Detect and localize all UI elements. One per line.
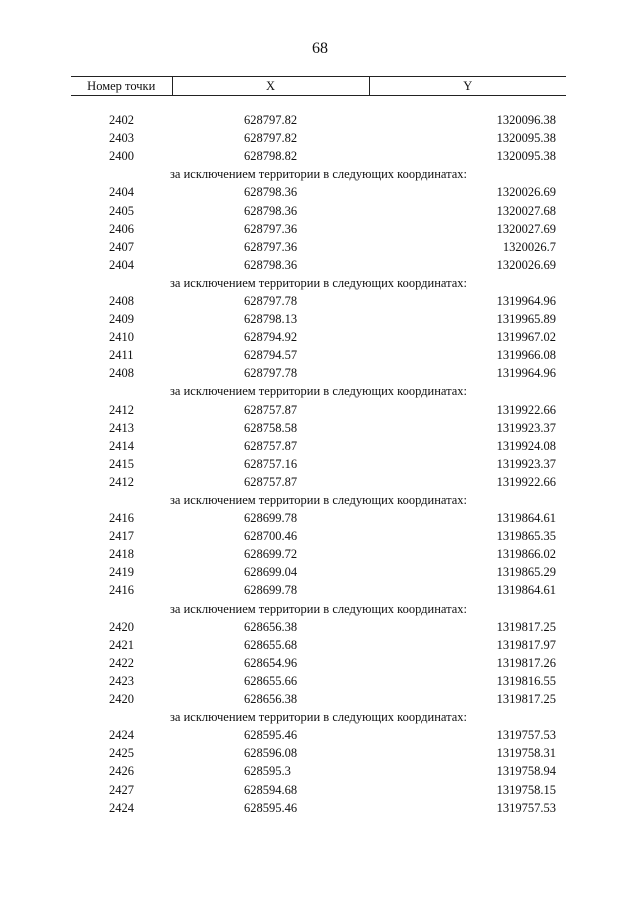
y-coordinate-cell: 1319923.37 (496, 420, 556, 435)
y-coordinate-cell: 1320096.38 (496, 113, 556, 128)
exclusion-note: за исключением территории в следующих координатах: (169, 384, 468, 399)
x-coordinate-cell: 628798.36 (244, 257, 298, 272)
point-number-cell: 2403 (109, 131, 134, 146)
point-number-cell: 2409 (109, 312, 134, 327)
point-number-cell: 2406 (109, 221, 134, 236)
y-coordinate-cell: 1319923.37 (496, 456, 556, 471)
table-row (71, 744, 566, 762)
x-coordinate-cell: 628655.68 (244, 637, 298, 652)
x-coordinate-cell: 628656.38 (244, 619, 298, 634)
table-row (71, 527, 566, 545)
x-coordinate-cell: 628798.82 (244, 149, 298, 164)
table-row (71, 256, 566, 274)
exclusion-note-row (71, 274, 566, 292)
x-coordinate-cell: 628757.87 (244, 402, 298, 417)
y-coordinate-cell: 1320026.69 (496, 185, 556, 200)
table-row (71, 419, 566, 437)
exclusion-note-row (71, 708, 566, 726)
header-point-number: Номер точки (71, 77, 172, 96)
table-row (71, 690, 566, 708)
table-row (71, 328, 566, 346)
point-number-cell: 2424 (109, 800, 134, 815)
x-coordinate-cell: 628797.82 (244, 131, 298, 146)
point-number-cell: 2423 (109, 673, 134, 688)
x-coordinate-cell: 628798.36 (244, 203, 298, 218)
y-coordinate-cell: 1319922.66 (496, 474, 556, 489)
point-number-cell: 2425 (109, 746, 134, 761)
y-coordinate-cell: 1319965.89 (496, 312, 556, 327)
point-number-cell: 2400 (109, 149, 134, 164)
exclusion-note: за исключением территории в следующих координатах: (169, 493, 468, 508)
y-coordinate-cell: 1319757.53 (496, 728, 556, 743)
x-coordinate-cell: 628656.38 (244, 692, 298, 707)
table-row (71, 618, 566, 636)
table-row (71, 726, 566, 744)
point-number-cell: 2404 (109, 257, 134, 272)
header-row (71, 77, 566, 96)
x-coordinate-cell: 628595.3 (244, 764, 291, 779)
y-coordinate-cell: 1319866.02 (496, 547, 556, 562)
point-number-cell: 2408 (109, 293, 134, 308)
exclusion-note-row (71, 382, 566, 400)
x-coordinate-cell: 628594.68 (244, 782, 298, 797)
table-row (71, 799, 566, 817)
point-number-cell: 2424 (109, 728, 134, 743)
y-coordinate-cell: 1319865.35 (496, 529, 556, 544)
point-number-cell: 2422 (109, 655, 134, 670)
table-row (71, 563, 566, 581)
table-row (71, 437, 566, 455)
table-row (71, 455, 566, 473)
y-coordinate-cell: 1319864.61 (496, 511, 556, 526)
x-coordinate-cell: 628757.87 (244, 474, 298, 489)
point-number-cell: 2416 (109, 583, 134, 598)
y-coordinate-cell: 1319966.08 (496, 348, 556, 363)
exclusion-note: за исключением территории в следующих координатах: (169, 275, 468, 290)
point-number-cell: 2418 (109, 547, 134, 562)
table-row (71, 636, 566, 654)
table-row (71, 201, 566, 219)
y-coordinate-cell: 1319817.26 (496, 655, 556, 670)
header-spacer (71, 96, 566, 112)
table-row (71, 509, 566, 527)
x-coordinate-cell: 628654.96 (244, 655, 298, 670)
x-coordinate-cell: 628758.58 (244, 420, 298, 435)
y-coordinate-cell: 1319817.25 (496, 692, 556, 707)
x-coordinate-cell: 628655.66 (244, 673, 298, 688)
y-coordinate-cell: 1319816.55 (496, 673, 556, 688)
y-coordinate-cell: 1319758.15 (496, 782, 556, 797)
x-coordinate-cell: 628699.04 (244, 565, 298, 580)
table-row (71, 292, 566, 310)
point-number-cell: 2415 (109, 456, 134, 471)
x-coordinate-cell: 628797.78 (244, 293, 298, 308)
table-body (71, 96, 566, 817)
point-number-cell: 2419 (109, 565, 134, 580)
table-row (71, 111, 566, 129)
table-row (71, 183, 566, 201)
point-number-cell: 2410 (109, 330, 134, 345)
y-coordinate-cell: 1319758.94 (496, 764, 556, 779)
y-coordinate-cell: 1319865.29 (496, 565, 556, 580)
header-x: X (172, 77, 369, 96)
x-coordinate-cell: 628794.92 (244, 330, 298, 345)
table-row (71, 310, 566, 328)
y-coordinate-cell: 1319758.31 (496, 746, 556, 761)
y-coordinate-cell: 1319964.96 (496, 293, 556, 308)
y-coordinate-cell: 1319817.25 (496, 619, 556, 634)
y-coordinate-cell: 1319864.61 (496, 583, 556, 598)
x-coordinate-cell: 628699.78 (244, 583, 298, 598)
point-number-cell: 2411 (109, 348, 134, 363)
point-number-cell: 2405 (109, 203, 134, 218)
page-number: 68 (312, 40, 328, 57)
table-row (71, 672, 566, 690)
x-coordinate-cell: 628798.13 (244, 312, 298, 327)
y-coordinate-cell: 1320026.69 (496, 257, 556, 272)
x-coordinate-cell: 628596.08 (244, 746, 298, 761)
table-header (71, 77, 566, 96)
table-row (71, 129, 566, 147)
y-coordinate-cell: 1319757.53 (496, 800, 556, 815)
point-number-cell: 2413 (109, 420, 134, 435)
point-number-cell: 2407 (109, 239, 134, 254)
x-coordinate-cell: 628797.78 (244, 366, 298, 381)
y-coordinate-cell: 1320095.38 (496, 131, 556, 146)
y-coordinate-cell: 1320027.69 (496, 221, 556, 236)
y-coordinate-cell: 1319964.96 (496, 366, 556, 381)
x-coordinate-cell: 628699.78 (244, 511, 298, 526)
point-number-cell: 2420 (109, 619, 134, 634)
x-coordinate-cell: 628797.36 (244, 239, 298, 254)
exclusion-note: за исключением территории в следующих координатах: (169, 601, 468, 616)
y-coordinate-cell: 1320027.68 (496, 203, 556, 218)
y-coordinate-cell: 1319922.66 (496, 402, 556, 417)
table-row (71, 364, 566, 382)
exclusion-note-row (71, 491, 566, 509)
y-coordinate-cell: 1319967.02 (496, 330, 556, 345)
table-row (71, 147, 566, 165)
table-row (71, 401, 566, 419)
x-coordinate-cell: 628757.16 (244, 456, 298, 471)
exclusion-note-row (71, 165, 566, 183)
point-number-cell: 2414 (109, 438, 134, 453)
table-row (71, 654, 566, 672)
table-row (71, 238, 566, 256)
header-y: Y (369, 77, 566, 96)
x-coordinate-cell: 628699.72 (244, 547, 298, 562)
x-coordinate-cell: 628798.36 (244, 185, 298, 200)
point-number-cell: 2404 (109, 185, 134, 200)
y-coordinate-cell: 1319817.97 (496, 637, 556, 652)
exclusion-note: за исключением территории в следующих координатах: (169, 167, 468, 182)
table-row (71, 346, 566, 364)
x-coordinate-cell: 628797.36 (244, 221, 298, 236)
point-number-cell: 2402 (109, 113, 134, 128)
point-number-cell: 2408 (109, 366, 134, 381)
table-row (71, 545, 566, 563)
point-number-cell: 2417 (109, 529, 134, 544)
y-coordinate-cell: 1320026.7 (502, 239, 556, 254)
exclusion-note-row (71, 600, 566, 618)
x-coordinate-cell: 628757.87 (244, 438, 298, 453)
exclusion-note: за исключением территории в следующих координатах: (169, 710, 468, 725)
point-number-cell: 2412 (109, 402, 134, 417)
x-coordinate-cell: 628797.82 (244, 113, 298, 128)
table-row (71, 581, 566, 599)
point-number-cell: 2421 (109, 637, 134, 652)
x-coordinate-cell: 628595.46 (244, 800, 298, 815)
point-number-cell: 2427 (109, 782, 134, 797)
table-row (71, 780, 566, 798)
y-coordinate-cell: 1320095.38 (496, 149, 556, 164)
coordinates-table (71, 76, 566, 817)
x-coordinate-cell: 628700.46 (244, 529, 298, 544)
table-row (71, 473, 566, 491)
y-coordinate-cell: 1319924.08 (496, 438, 556, 453)
x-coordinate-cell: 628794.57 (244, 348, 298, 363)
table-row (71, 762, 566, 780)
point-number-cell: 2426 (109, 764, 134, 779)
point-number-cell: 2420 (109, 692, 134, 707)
x-coordinate-cell: 628595.46 (244, 728, 298, 743)
table-row (71, 220, 566, 238)
point-number-cell: 2412 (109, 474, 134, 489)
point-number-cell: 2416 (109, 511, 134, 526)
